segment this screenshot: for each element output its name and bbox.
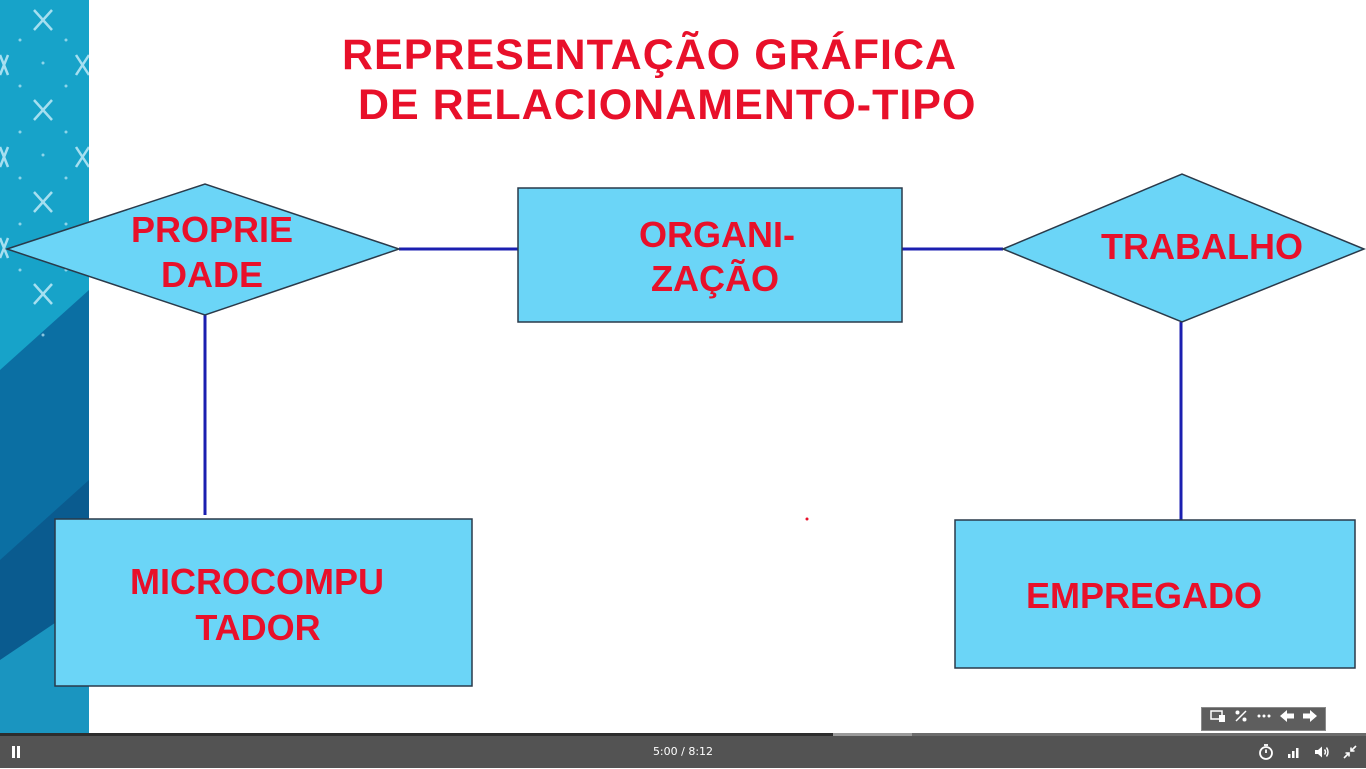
more-icon[interactable] [1254, 709, 1274, 729]
percent-icon[interactable] [1231, 709, 1251, 729]
pointer-dot [806, 518, 809, 521]
diamond-label-propriedade-line-2: DADE [160, 254, 264, 295]
diamond-label-trabalho: TRABALHO [1101, 226, 1303, 267]
entity-label-microcomputador-line-1: MICROCOMPU [130, 561, 384, 602]
quality-button[interactable] [1282, 740, 1306, 764]
entity-label-organizacao-line-2: ZAÇÃO [651, 258, 779, 299]
exit-fullscreen-button[interactable] [1338, 740, 1362, 764]
title-line-1: REPRESENTAÇÃO GRÁFICA [342, 31, 958, 79]
pause-icon-bar [17, 746, 20, 758]
prev-arrow-icon[interactable] [1277, 709, 1297, 729]
signal-icon [1282, 740, 1306, 764]
presenter-view-icon[interactable] [1208, 709, 1228, 729]
timer-icon [1254, 740, 1278, 764]
pause-button[interactable] [4, 740, 28, 764]
timer-button[interactable] [1254, 740, 1278, 764]
next-arrow-icon[interactable] [1300, 709, 1320, 729]
time-display: 5:00 / 8:12 [652, 745, 714, 758]
volume-button[interactable] [1310, 740, 1334, 764]
pause-icon [12, 746, 15, 758]
title-line-2: DE RELACIONAMENTO-TIPO [358, 81, 977, 129]
entity-label-organizacao-line-1: ORGANI- [639, 214, 795, 255]
slide-navigation-toolbar [1201, 707, 1326, 731]
entity-label-microcomputador-line-2: TADOR [195, 607, 321, 648]
entity-label-empregado: EMPREGADO [1025, 575, 1263, 616]
entity-box-microcomputador [55, 519, 472, 686]
exit-fullscreen-icon [1338, 740, 1362, 764]
entity-box-organizacao [518, 188, 902, 322]
volume-icon [1310, 740, 1334, 764]
diamond-label-propriedade-line-1: PROPRIE [130, 209, 294, 250]
